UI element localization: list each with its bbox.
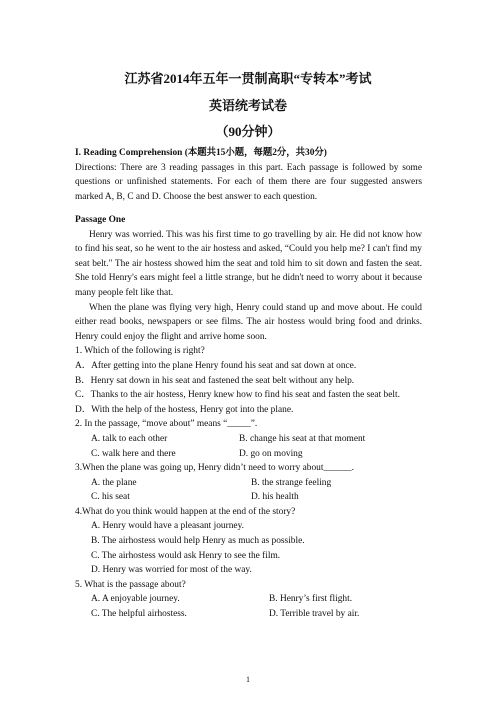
- section-directions: Directions: There are 3 reading passages in this part. Each passage is followed by some questions or unfinished statements. For each of them there are four suggested answers marked A, B, C and D. Choose the best answer to each question.: [75, 162, 422, 202]
- section-heading: I. Reading Comprehension (本题共15小题，每题2分，共30分): [75, 148, 327, 158]
- question-5-options-row: [75, 592, 422, 607]
- question-2-option-a: A. talk to each other: [91, 433, 168, 444]
- question-3-stem: 3.When the plane was going up, Henry didn’t need to worry about______.: [75, 463, 354, 474]
- question-5-option-b: B. Henry’s first flight.: [269, 594, 353, 605]
- passage-paragraph: When the plane was flying very high, Henry could stand up and move about. He could either read books, newspapers or see films. The air hostess would bring food and drinks. Henry could enjoy the flight and arrive home soon.: [75, 302, 422, 342]
- question-1-stem: 1. Which of the following is right?: [75, 346, 205, 357]
- passage-one: [75, 213, 422, 622]
- page-number: 1: [246, 675, 250, 684]
- question-4-option-a: A. Henry would have a pleasant journey.: [91, 521, 244, 532]
- question-2-options-row: [75, 432, 422, 447]
- question-1-option-c: C．Thanks to the air hostess, Henry knew how to find his seat and fasten the seat belt.: [75, 390, 400, 401]
- question-2-option-d: D. go on moving: [239, 448, 303, 459]
- question-3-option-d: D. his health: [251, 492, 299, 503]
- question-3-option-b: B. the strange feeling: [251, 477, 332, 488]
- question-5-option-d: D. Terrible travel by air.: [269, 609, 360, 620]
- question-4-option-c: C. The airhostess would ask Henry to see the film.: [91, 550, 281, 561]
- question-2-option-b: B. change his seat at that moment: [239, 433, 366, 444]
- question-4-option-b: B. The airhostess would help Henry as much as possible.: [91, 536, 305, 547]
- section-reading: [75, 146, 422, 204]
- question-3-option-c: C. his seat: [91, 492, 130, 503]
- question-2-options-row: [75, 447, 422, 462]
- question-3-options-row: [75, 476, 422, 491]
- question-3-options-row: [75, 490, 422, 505]
- question-5-options-row: [75, 607, 422, 622]
- question-4-option-d: D. Henry was worried for most of the way.: [91, 565, 252, 576]
- question-1-option-a: A．After getting into the plane Henry found his seat and sat down at once.: [75, 360, 357, 371]
- question-1-option-b: B．Henry sat down in his seat and fastened the seat belt without any help.: [75, 375, 355, 386]
- exam-subtitle: 英语统考试卷: [208, 98, 287, 113]
- question-2-stem: 2. In the passage, “move about” means “_____”.: [75, 419, 258, 430]
- question-3-option-a: A. the plane: [91, 477, 137, 488]
- question-5-stem: 5. What is the passage about?: [75, 579, 186, 590]
- question-4-stem: 4.What do you think would happen at the end of the story?: [75, 506, 296, 517]
- question-2-option-c: C. walk here and there: [91, 448, 176, 459]
- passage-title: Passage One: [75, 215, 126, 225]
- passage-paragraph: Henry was worried. This was his first time to go travelling by air. He did not know how to find his seat, so he went to the air hostess and asked, “Could you help me? I can't find my seat belt." The air hostess showed him the seat and told him to sit down and fasten the seat. She told Henry's ears might feel a little strange, but he didn't need to worry about it because many people felt like that.: [75, 229, 422, 298]
- exam-title: 江苏省2014年五年一贯制高职“专转本”考试: [124, 71, 372, 86]
- exam-duration: （90分钟）: [215, 124, 281, 139]
- question-5-option-a: A. A enjoyable journey.: [91, 594, 180, 605]
- question-1-option-d: D．With the help of the hostess, Henry got into the plane.: [75, 404, 294, 415]
- question-5-option-c: C. The helpful airhostess.: [91, 609, 187, 620]
